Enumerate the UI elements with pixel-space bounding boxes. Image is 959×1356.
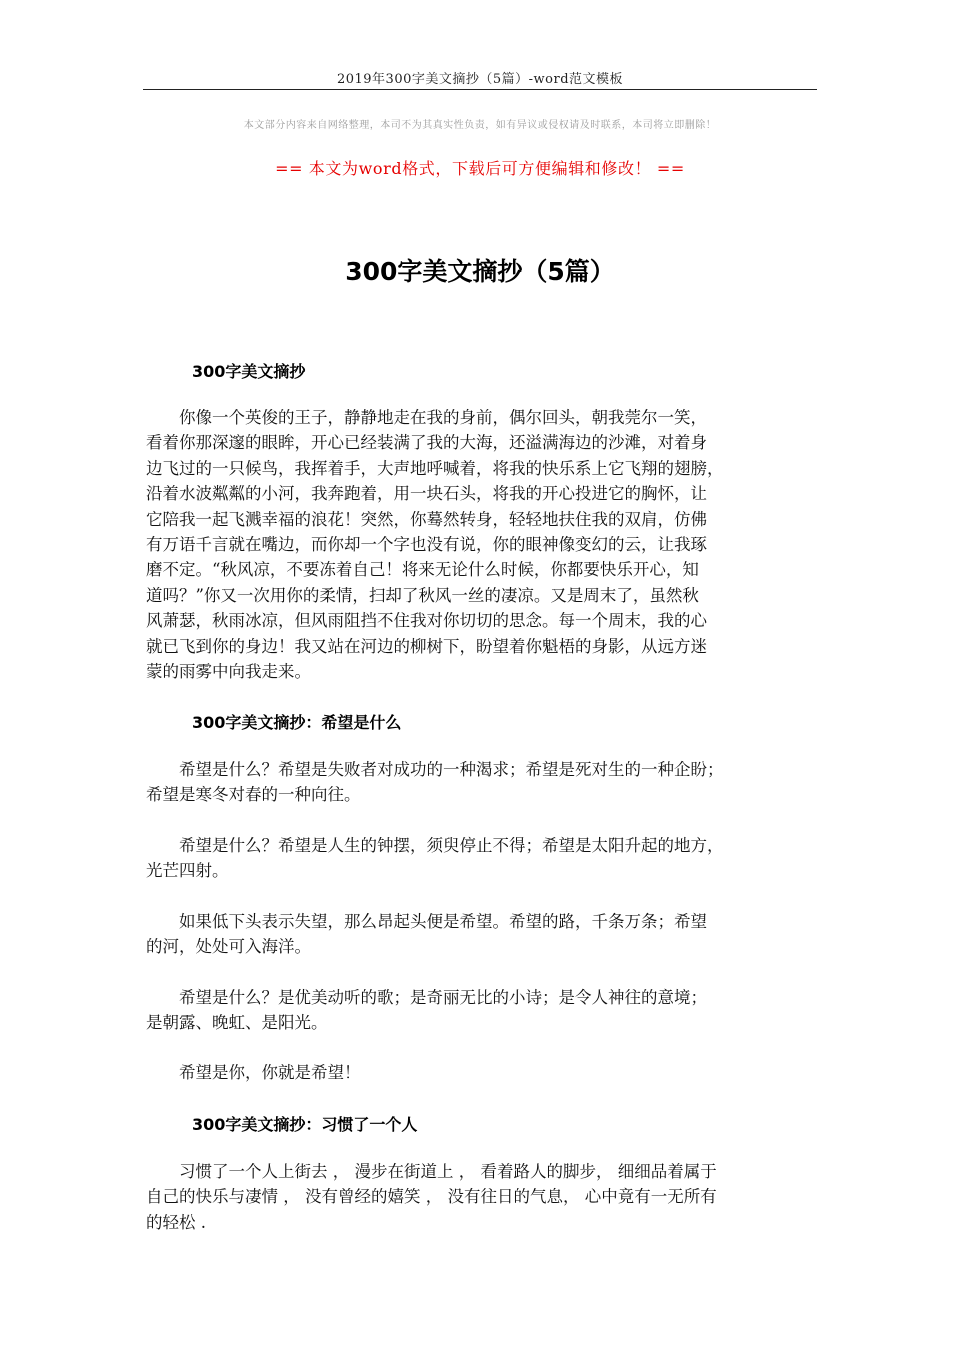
paragraph-line: 希望是你，你就是希望！ xyxy=(146,1063,361,1082)
paragraph-line: 沿着水波粼粼的小河，我奔跑着，用一块石头，将我的开心投进它的胸怀，让 xyxy=(146,484,707,504)
paragraph-line: 希望是什么？是优美动听的歌；是奇丽无比的小诗；是令人神往的意境； xyxy=(146,988,707,1007)
disclaimer-text: 本文部分内容来自网络整理，本司不为其真实性负责，如有异议或侵权请及时联系，本司将立即删除！ xyxy=(243,120,717,131)
paragraph-line: 你像一个英俊的王子，静静地走在我的身前，偶尔回头，朝我莞尔一笑， xyxy=(146,408,707,427)
paragraph xyxy=(146,1159,830,1235)
header-rule xyxy=(143,89,817,90)
paragraph xyxy=(146,985,830,1036)
paragraph-line: 磨不定。“秋风凉，不要冻着自己！将来无论什么时候，你都要快乐开心，知 xyxy=(146,560,699,580)
paragraph xyxy=(146,757,830,808)
paragraph xyxy=(146,405,830,684)
section-heading: 300字美文摘抄：希望是什么 xyxy=(192,713,402,732)
paragraph-line: 风萧瑟，秋雨冰凉，但风雨阻挡不住我对你切切的思念。每一个周末，我的心 xyxy=(146,611,707,631)
paragraph-line: 希望是寒冬对春的一种向往。 xyxy=(146,785,361,805)
section-heading: 300字美文摘抄 xyxy=(192,362,306,381)
paragraph-line: 的河，处处可入海洋。 xyxy=(146,937,311,957)
word-format-notice: == 本文为word格式，下载后可方便编辑和修改！ == xyxy=(275,159,685,178)
paragraph-line: 就已飞到你的身边！我又站在河边的柳树下，盼望着你魁梧的身影，从远方迷 xyxy=(146,636,707,656)
paragraph-line: 蒙的雨雾中向我走来。 xyxy=(146,662,311,682)
paragraph xyxy=(146,833,830,884)
paragraph-line: 道吗？”你又一次用你的柔情，扫却了秋风一丝的凄凉。又是周末了，虽然秋 xyxy=(146,585,699,605)
paragraph-line: 自己的快乐与凄情 ， 没有曾经的嬉笑 ， 没有往日的气息， 心中竟有一无所有 xyxy=(146,1187,717,1207)
document-title: 300字美文摘抄（5篇） xyxy=(345,257,615,286)
paragraph-line: 看着你那深邃的眼眸，开心已经装满了我的大海，还溢满海边的沙滩，对着身 xyxy=(146,433,707,453)
paragraph-line: 希望是什么？希望是失败者对成功的一种渴求；希望是死对生的一种企盼； xyxy=(146,760,724,779)
paragraph-line: 希望是什么？希望是人生的钟摆，须臾停止不得；希望是太阳升起的地方， xyxy=(146,836,724,855)
paragraph xyxy=(146,909,830,960)
paragraph-line: 边飞过的一只候鸟，我挥着手，大声地呼喊着，将我的快乐系上它飞翔的翅膀， xyxy=(146,458,724,478)
paragraph-line: 的轻松 . xyxy=(146,1212,206,1232)
paragraph-line: 习惯了一个人上街去 ， 漫步在街道上 ， 看着路人的脚步， 细细品着属于 xyxy=(146,1162,717,1181)
paragraph-line: 如果低下头表示失望，那么昂起头便是希望。希望的路，千条万条；希望 xyxy=(146,912,707,931)
section-heading: 300字美文摘抄：习惯了一个人 xyxy=(192,1115,418,1134)
paragraph-line: 是朝露、晚虹、是阳光。 xyxy=(146,1013,328,1033)
paragraph-line: 有万语千言就在嘴边，而你却一个字也没有说，你的眼神像变幻的云，让我琢 xyxy=(146,535,707,555)
paragraph-line: 它陪我一起飞溅幸福的浪花！突然，你蓦然转身，轻轻地扶住我的双肩，仿佛 xyxy=(146,509,707,529)
paragraph-line: 光芒四射。 xyxy=(146,861,229,881)
paragraph xyxy=(146,1060,830,1085)
running-header: 2019年300字美文摘抄（5篇）-word范文模板 xyxy=(336,72,624,87)
